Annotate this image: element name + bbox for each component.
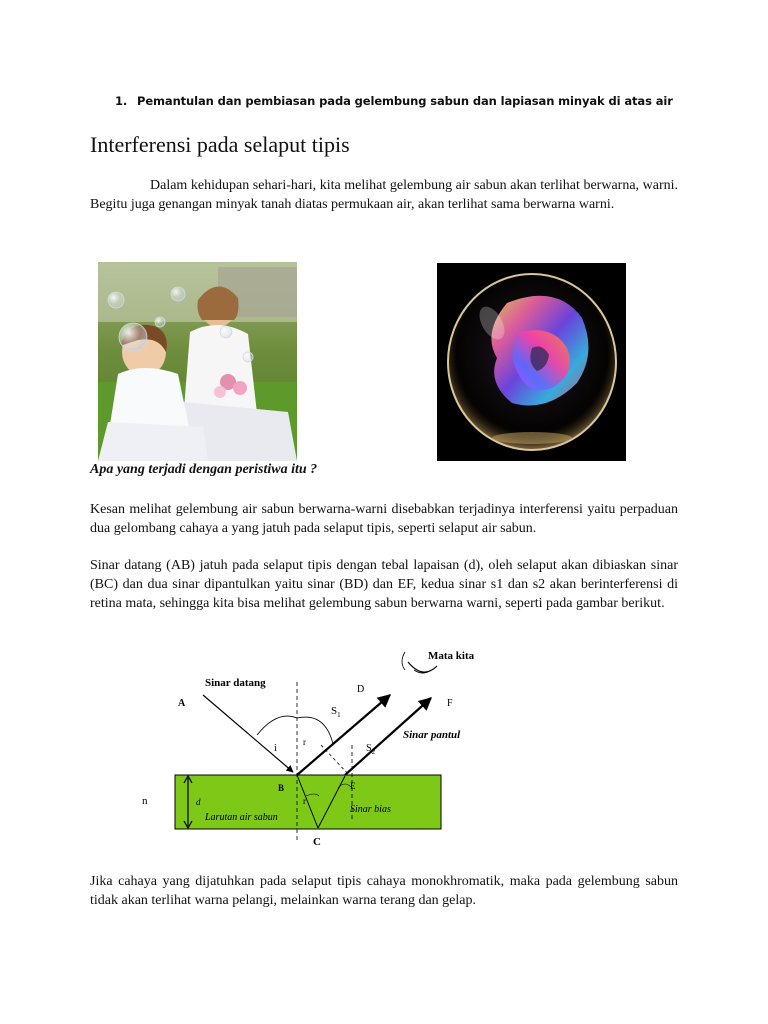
label-c: C bbox=[313, 836, 321, 848]
label-n: n bbox=[142, 795, 148, 807]
paragraph-intro: Dalam kehidupan sehari-hari, kita melihat gelembung air sabun akan terlihat berwarna, warni. Begitu juga genangan minyak tanah diatas permukaan air, akan terlihat sama berwarna warni. bbox=[90, 178, 678, 212]
section-number: 1. bbox=[115, 94, 128, 108]
question-heading: Apa yang terjadi dengan peristiwa itu ? bbox=[90, 462, 318, 477]
label-s2: $S_2$ bbox=[366, 743, 376, 756]
label-b: B bbox=[278, 783, 285, 793]
bubbles-photo bbox=[98, 262, 297, 461]
label-f: F bbox=[447, 698, 453, 709]
soap-bubble-illustration bbox=[437, 263, 626, 461]
reflected-ray-s1 bbox=[297, 695, 390, 775]
soap-bubble-photo bbox=[437, 263, 626, 461]
bubbles-photo-illustration bbox=[98, 262, 297, 461]
thin-film-diagram-svg bbox=[135, 640, 495, 852]
page-title: Interferensi pada selaput tipis bbox=[90, 132, 350, 157]
label-larutan: Larutan air sabun bbox=[205, 812, 278, 823]
angle-i-arc bbox=[257, 716, 297, 735]
label-d-thickness: d bbox=[196, 797, 201, 807]
label-i: i bbox=[274, 743, 277, 754]
paragraph-rays: Sinar datang (AB) jatuh pada selaput tipis dengan tebal lapaisan (d), oleh selaput akan dibiaskan sinar (BC) dan dua sinar dipantulkan yaitu sinar (BD) dan EF, kedua sinar s1 dan s2 akan berinterferensi di retina mata, sehingga kita bisa melihat gelembung sabun berwarna warni, seperti pada gambar berikut. bbox=[90, 558, 678, 611]
section-heading-text: Pemantulan dan pembiasan pada gelembung sabun dan lapiasan minyak di atas air bbox=[137, 94, 673, 108]
eye-icon bbox=[408, 662, 437, 672]
paragraph-explanation: Kesan melihat gelembung air sabun berwarna-warni disebabkan terjadinya interferensi yaitu perpaduan dua gelombang cahaya a yang jatuh pada selaput tipis, seperti selaput air sabun. bbox=[90, 502, 678, 536]
thin-film-diagram bbox=[135, 640, 495, 852]
label-sinar-bias: Sinar bias bbox=[350, 804, 391, 815]
label-a: A bbox=[178, 698, 186, 709]
label-d: D bbox=[357, 684, 365, 695]
paragraph-monochromatic: Jika cahaya yang dijatuhkan pada selaput tipis cahaya monokhromatik, maka pada gelembung sabun tidak akan terlihat warna pelangi, melainkan warna terang dan gelap. bbox=[90, 874, 678, 908]
label-s1: $S_1$ bbox=[331, 705, 341, 719]
label-mata-kita: Mata kita bbox=[428, 650, 475, 662]
incident-ray bbox=[203, 695, 293, 772]
section-heading bbox=[115, 94, 673, 108]
path-difference-line bbox=[321, 745, 349, 775]
label-sinar-datang: Sinar datang bbox=[205, 677, 266, 689]
label-r-inside: r bbox=[303, 796, 306, 806]
label-e: E bbox=[350, 781, 356, 791]
label-r: r bbox=[303, 737, 306, 747]
label-sinar-pantul: Sinar pantul bbox=[403, 729, 461, 741]
